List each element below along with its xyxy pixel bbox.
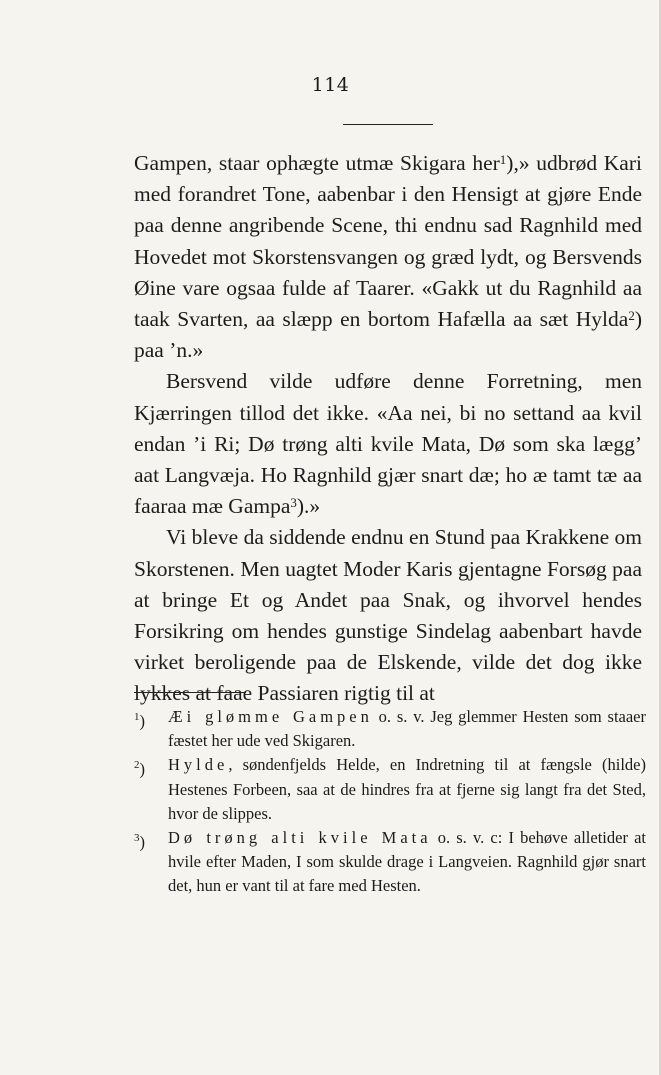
footnote-2-marker: $^2$) <box>134 759 145 779</box>
footnote-2-text: , søndenfjelds Helde, en Indretning til at fængsle (hilde) Hestenes Forbeen, saa at de hindres fra at fjerne sig langt fra det Sted, hvor de slippes. <box>168 755 646 823</box>
paragraph-1-text-c: ) paa ’n.» <box>134 307 642 363</box>
footnote-ref-1: 1 <box>499 152 507 167</box>
paragraph-3: Vi bleve da siddende endnu en Stund paa Krakkene om Skorstenen. Men uagtet Moder Karis gjentagne Forsøg paa at bringe Et og Andet paa Snak, og ihvorvel hendes Forsikring om hendes gunstige Sindelag aabenbart havde virket beroligende paa de Elskende, vilde det dog ikke lykkes at faae Passiaren rigtig til at <box>134 525 642 706</box>
paragraph-2 <box>134 366 642 522</box>
footnotes <box>134 705 646 899</box>
footnote-1-marker: $^1$) <box>134 711 145 731</box>
footnote-3 <box>134 826 646 899</box>
footnote-1-text: o. s. v. Jeg glemmer Hesten som staaer fæstet her ude ved Skigaren. <box>168 707 646 751</box>
footnote-ref-2: 2 <box>628 308 635 324</box>
footnote-1-quote: Æi glømme Gampen <box>168 707 373 726</box>
footnote-1 <box>134 705 646 753</box>
main-text <box>134 148 642 710</box>
footnote-3-quote: Dø trøng alti kvile Mata <box>168 828 432 848</box>
footnote-3-marker: $^3$) <box>134 832 145 852</box>
header-rule <box>343 124 433 125</box>
paragraph-1 <box>134 148 642 366</box>
page-number: 114 <box>311 74 350 96</box>
paragraph-1-text-b: ),» udbrød Kari med forandret Tone, aabenbar i den Hensigt at gjøre Ende paa denne angribende Scene, thi endnu sad Ragnhild med Hovedet mot Skorstensvangen og græd lydt, og Bersvends Øine vare ogsaa fulde af Taarer. «Gakk ut du Ragnhild aa taak Svarten, aa slæpp en bortom Hafælla aa sæt Hylda <box>134 151 642 332</box>
footnote-ref-3: 3 <box>290 495 297 511</box>
footnote-2 <box>134 753 646 826</box>
footnote-3-text: o. s. v. c: I behøve alletider at hvile efter Maden, I som skulde drage i Langveien. Ragnhild gjør snart det, hun er vant til at fare med Hesten. <box>168 828 647 896</box>
footnote-2-quote: Hylde <box>168 755 229 775</box>
paragraph-1-text-a: Gampen, staar ophægte utmæ Skigara her <box>134 151 500 175</box>
footnote-rule <box>134 692 246 693</box>
paragraph-2-text-b: ).» <box>296 494 321 519</box>
paragraph-2-text-a: Bersvend vilde udføre denne Forretning, men Kjærringen tillod det ikke. «Aa nei, bi no settand aa kvil endan ’i Ri; Dø trøng alti kvile Mata, Dø som ska lægg’ aat Langvæja. Ho Ragnhild gjær snart dæ; ho æ tamt tæ aa faaraa mæ Gampa <box>134 369 642 519</box>
